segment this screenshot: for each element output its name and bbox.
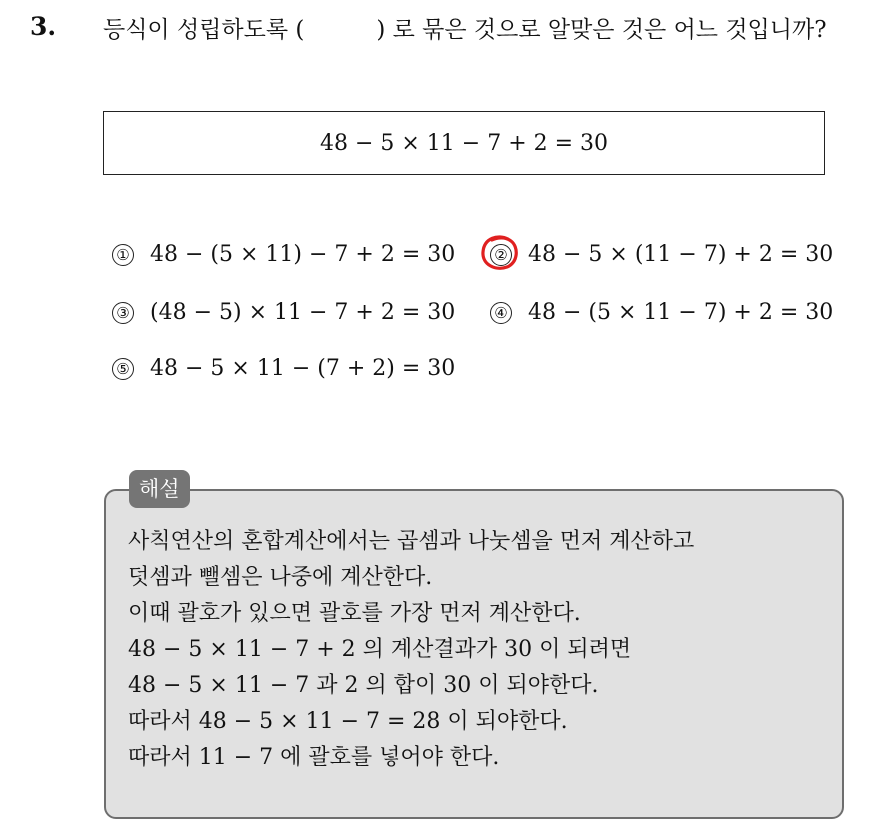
choice-number: ⑤: [112, 358, 134, 380]
answer-circle-mark: [478, 233, 522, 273]
equation-box: [103, 111, 825, 175]
explanation-line: 이때 괄호가 있으면 괄호를 가장 먼저 계산한다.: [128, 601, 581, 626]
explanation-line: 따라서 48 − 5 × 11 − 7 = 28 이 되야한다.: [128, 709, 568, 734]
question-text-part2: ) 로 묶은 것으로 알맞은 것은 어느 것입니까?: [376, 17, 827, 43]
choice-number: ④: [490, 302, 512, 324]
choice-5[interactable]: [112, 356, 455, 381]
choice-text: 48 − 5 × (11 − 7) + 2 = 30: [528, 242, 834, 267]
explanation-line: 덧셈과 뺄셈은 나중에 계산한다.: [128, 565, 433, 590]
choice-number: ①: [112, 244, 134, 266]
explanation-line: 사칙연산의 혼합계산에서는 곱셈과 나눗셈을 먼저 계산하고: [128, 529, 695, 554]
explanation-line: 따라서 11 − 7 에 괄호를 넣어야 한다.: [128, 745, 500, 770]
choice-text: (48 − 5) × 11 − 7 + 2 = 30: [150, 300, 456, 325]
explanation-lines: [128, 524, 838, 776]
explanation-title: 해설: [129, 470, 190, 508]
question-text: [103, 12, 863, 48]
choice-3[interactable]: [112, 300, 455, 325]
explanation-line: 48 − 5 × 11 − 7 과 2 의 합이 30 이 되야한다.: [128, 673, 599, 698]
choice-number: ②: [490, 244, 512, 266]
choice-text: 48 − 5 × 11 − (7 + 2) = 30: [150, 356, 456, 381]
question-text-part1: 등식이 성립하도록 (: [103, 17, 305, 43]
choice-2[interactable]: [490, 242, 833, 267]
explanation-line: 48 − 5 × 11 − 7 + 2 의 계산결과가 30 이 되려면: [128, 637, 632, 662]
choice-number: ③: [112, 302, 134, 324]
choice-text: 48 − (5 × 11 − 7) + 2 = 30: [528, 300, 834, 325]
choice-1[interactable]: [112, 242, 455, 267]
question-number: 3.: [30, 12, 57, 41]
choice-4[interactable]: [490, 300, 833, 325]
choice-text: 48 − (5 × 11) − 7 + 2 = 30: [150, 242, 456, 267]
equation-text: 48 − 5 × 11 − 7 + 2 = 30: [319, 130, 609, 156]
